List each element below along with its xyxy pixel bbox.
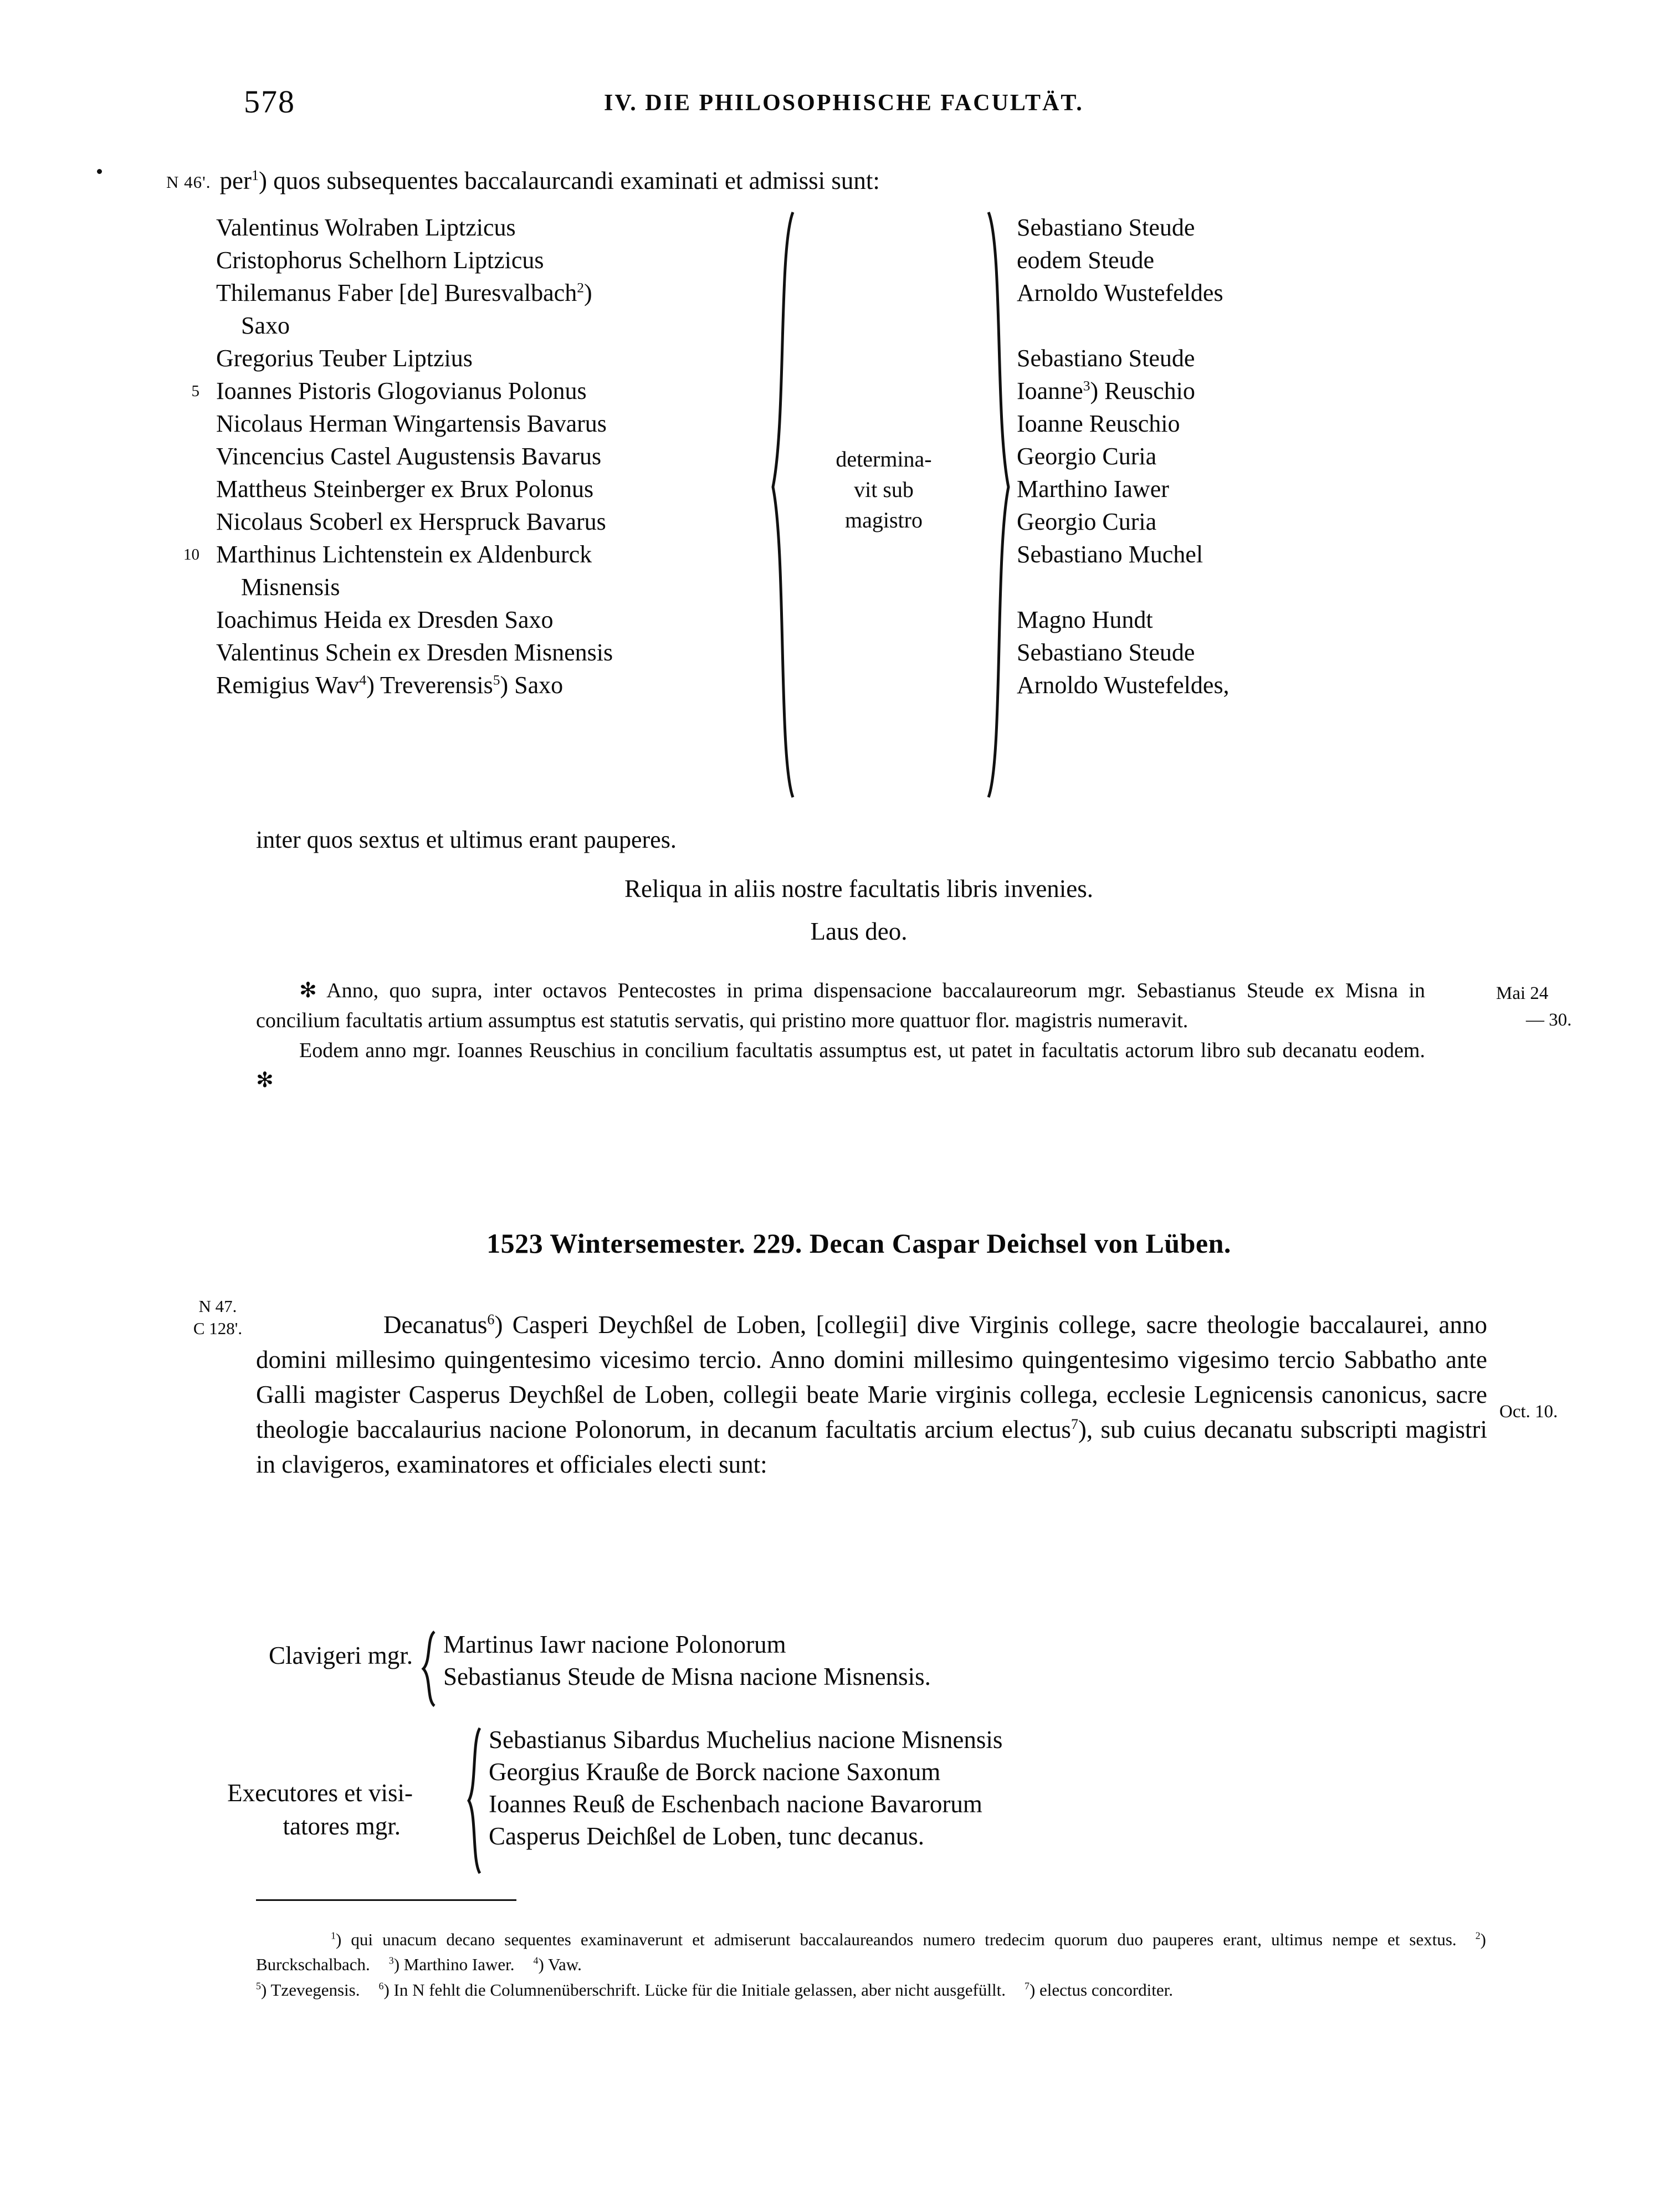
candidate-name: Ioannes Pistoris Glogovianus Polonus — [216, 377, 587, 404]
baccalaurei-list-block — [166, 213, 1551, 817]
decanatus-body-paragraph — [256, 1308, 1487, 1482]
candidate-row — [166, 638, 781, 671]
running-head — [0, 83, 1680, 122]
candidate-row — [166, 409, 781, 442]
executores-name-list — [489, 1723, 1002, 1852]
margin-date-mai — [1496, 981, 1651, 1034]
master-row: Georgio Curia — [1017, 443, 1157, 470]
master-row: Arnoldo Wustefeldes, — [1017, 672, 1230, 699]
left-brace-bracket — [767, 210, 801, 803]
determinavit-line-1: determina- — [836, 447, 932, 471]
candidate-row — [166, 344, 781, 377]
candidate-row — [166, 573, 781, 606]
candidate-row — [166, 508, 781, 540]
master-row: Arnoldo Wustefeldes — [1017, 279, 1223, 306]
margin-ink-dot — [97, 169, 102, 174]
candidate-name: Valentinus Wolraben Liptzicus — [216, 214, 516, 241]
master-row: Sebastiano Muchel — [1017, 541, 1203, 568]
footnote-1: $^1$) qui unacum decano sequentes examinaverunt et admiserunt baccalaureandos numero tredecim quorum duo pauperes erant, ultimus nempe et sextus. $^2$) Burckschalbach. $^3$) Marthino Iawer. $^4$) Vaw. — [256, 1930, 1486, 1975]
right-brace-bracket — [981, 210, 1014, 803]
marginal-ref-n47-line-1: N 47. — [198, 1296, 237, 1316]
executores-name: Sebastianus Sibardus Muchelius nacione Misnensis — [489, 1726, 1003, 1754]
executores-name: Casperus Deichßel de Loben, tunc decanus. — [489, 1822, 924, 1850]
master-name-column — [1017, 213, 1515, 704]
entry-n46-intro — [166, 166, 1496, 195]
candidate-row — [166, 213, 781, 246]
running-title: IV. DIE PHILOSOPHISCHE FACULTÄT. — [604, 90, 1084, 116]
marginal-ref-n46: N 46'. — [166, 172, 211, 192]
candidate-row — [166, 377, 781, 409]
master-row: Georgio Curia — [1017, 508, 1157, 535]
candidate-index: 10 — [183, 546, 199, 563]
candidate-name: Valentinus Schein ex Dresden Misnensis — [216, 639, 613, 666]
master-row: Sebastiano Steude — [1017, 214, 1195, 241]
master-row: Ioanne Reuschio — [1017, 410, 1180, 437]
executores-name: Ioannes Reuß de Eschenbach nacione Bavarorum — [489, 1790, 982, 1818]
clavigeri-brace — [420, 1630, 439, 1708]
marginal-ref-n47 — [176, 1295, 259, 1339]
master-row: Sebastiano Steude — [1017, 639, 1195, 666]
candidate-name: Nicolaus Scoberl ex Herspruck Bavarus — [216, 508, 606, 535]
candidate-name: Ioachimus Heida ex Dresden Saxo — [216, 606, 554, 633]
footnote-separator-rule — [256, 1899, 516, 1901]
candidate-name: Vincencius Castel Augustensis Bavarus — [216, 443, 602, 470]
candidate-name: Remigius Wav$^4$) Treverensis$^5$) Saxo — [216, 672, 564, 699]
reliqua-line: Reliqua in aliis nostre facultatis libris invenies. — [624, 875, 1094, 903]
executores-name: Georgius Krauße de Borck nacione Saxonum — [489, 1758, 941, 1786]
candidate-row — [166, 606, 781, 638]
determinavit-line-3: magistro — [845, 508, 923, 533]
star-note-paragraph-2: Eodem anno mgr. Ioannes Reuschius in concilium facultatis assumptus est, ut patet in facultatis actorum libro sub decanatu eodem. ✻ — [256, 1038, 1425, 1092]
officers-block — [166, 1607, 1551, 1850]
candidate-name: Saxo — [241, 312, 290, 339]
candidate-name: Misnensis — [241, 573, 340, 601]
section-heading-1523: 1523 Wintersemester. 229. Decan Caspar Deichsel von Lüben. — [486, 1228, 1231, 1259]
candidate-row — [166, 246, 781, 279]
margin-date-line-2: — 30. — [1526, 1009, 1572, 1030]
master-row: Ioanne$^3$) Reuschio — [1017, 377, 1195, 404]
margin-date-line-1: Mai 24 — [1496, 983, 1549, 1003]
master-row: eodem Steude — [1017, 247, 1155, 274]
candidate-name: Mattheus Steinberger ex Brux Polonus — [216, 475, 594, 503]
candidate-row — [166, 475, 781, 508]
master-row: Sebastiano Steude — [1017, 345, 1195, 372]
master-row: Marthino Iawer — [1017, 475, 1169, 503]
candidate-row — [166, 311, 781, 344]
closing-line: inter quos sextus et ultimus erant pauperes. — [256, 826, 677, 853]
candidate-name: Cristophorus Schelhorn Liptzicus — [216, 247, 544, 274]
candidate-row — [166, 442, 781, 475]
clavigeri-label: Clavigeri mgr. — [269, 1642, 413, 1669]
clavigeri-name-list — [443, 1628, 931, 1692]
laus-deo-line: Laus deo. — [810, 918, 908, 945]
candidate-row — [166, 540, 781, 573]
executores-brace — [465, 1726, 484, 1875]
determinavit-line-2: vit sub — [854, 477, 914, 503]
footnote-block — [256, 1927, 1486, 2002]
footnote-5-7: $^5$) Tzevegensis. $^6$) In N fehlt die Columnenüberschrift. Lücke für die Initiale gelassen, aber nicht ausgefüllt. $^7$) electus concorditer. — [256, 1980, 1174, 2000]
star-note-paragraph-1: ✻ Anno, quo supra, inter octavos Pentecostes in prima dispensacione baccalaureorum mgr. Sebastianus Steude ex Misna in concilium facultatis artium assumptus est statutis servatis, qui pristino more quattuor flor. magistris numeravit. — [256, 979, 1425, 1032]
master-row: Magno Hundt — [1017, 606, 1153, 633]
candidate-name: Gregorius Teuber Liptzius — [216, 345, 473, 372]
candidate-name-column — [166, 213, 781, 704]
star-note-block — [256, 976, 1425, 1096]
candidate-name: Marthinus Lichtenstein ex Aldenburck — [216, 541, 592, 568]
marginal-ref-n47-line-2: C 128'. — [193, 1318, 243, 1338]
executores-label — [136, 1776, 413, 1843]
candidate-name: Thilemanus Faber [de] Buresvalbach$^2$) — [216, 279, 592, 306]
decanatus-body-text: Decanatus$^6$) Casperi Deychßel de Loben, [collegii] dive Virginis college, sacre theologie baccalaurei, anno domini millesimo quingentesimo vicesimo tercio. Anno domini millesimo quingentesimo vigesimo tercio Sabbatho ante Galli magister Casperus Deychßel de Loben, collegii beate Marie virginis collega, ecclesie Legnicensis canonicus, sacre theologie baccalaurius nacione Polonorum, in decanum facultatis arcium electus$^7$), sub cuius decanatu subscripti magistri in clavigeros, examinatores et officiales electi sunt: — [256, 1311, 1487, 1478]
determinavit-label — [803, 444, 964, 536]
page-number: 578 — [244, 84, 295, 120]
margin-date-oct: Oct. 10. — [1499, 1402, 1558, 1422]
candidate-index: 5 — [191, 382, 199, 400]
clavigeri-name: Martinus Iawr nacione Polonorum — [443, 1631, 786, 1658]
candidate-row — [166, 279, 781, 311]
clavigeri-name: Sebastianus Steude de Misna nacione Misnensis. — [443, 1663, 931, 1690]
candidate-row — [166, 671, 781, 704]
executores-label-line-1: Executores et visi- — [227, 1779, 413, 1807]
candidate-name: Nicolaus Herman Wingartensis Bavarus — [216, 410, 607, 437]
executores-label-line-2: tatores mgr. — [283, 1812, 401, 1841]
entry-n46-intro-text: per$^1$) quos subsequentes baccalaurcandi examinati et admissi sunt: — [219, 167, 880, 194]
